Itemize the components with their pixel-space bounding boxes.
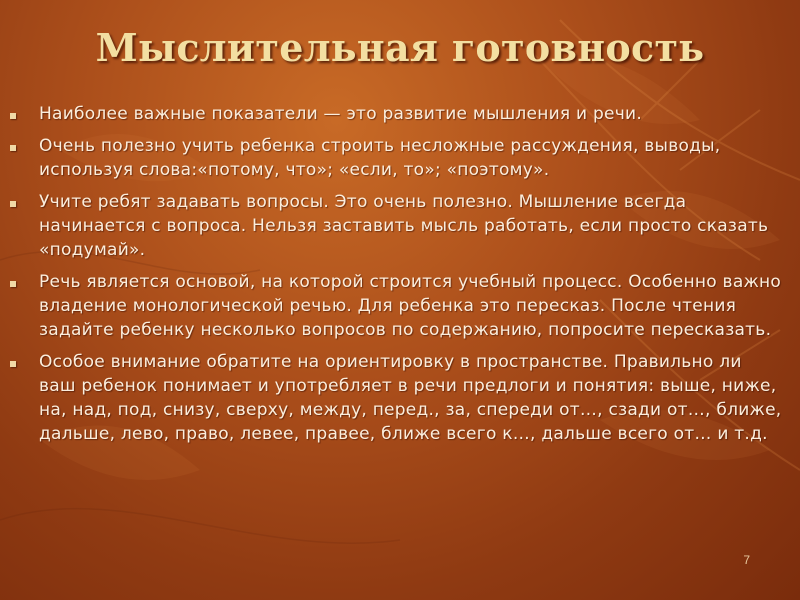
square-bullet-icon xyxy=(10,361,16,367)
bullet-text: Наиболее важные показатели — это развитие мышления и речи. xyxy=(39,104,643,124)
bullet-text: Очень полезно учить ребенка строить несложные рассуждения, выводы, используя слова:«потому, что»; «если, то»; «поэтому». xyxy=(39,136,721,180)
bullet-text: Особое внимание обратите на ориентировку в пространстве. Правильно ли ваш ребенок понимает и употребляет в речи предлоги и понятия: выше, ниже, на, над, под, снизу, сверху, между, перед., за, спереди от…, сзади от…, ближе, дальше, лево, право, левее, правее, ближе всего к…, дальше всего от… и т.д. xyxy=(39,352,782,444)
bullet-item xyxy=(10,190,782,262)
bullet-text: Речь является основой, на которой строится учебный процесс. Особенно важно владение монологической речью. Для ребенка это пересказ. После чтения задайте ребенку несколько вопросов по содержанию, попросите пересказать. xyxy=(39,272,782,340)
bullet-item xyxy=(10,270,782,342)
square-bullet-icon xyxy=(10,145,16,151)
square-bullet-icon xyxy=(10,281,16,287)
square-bullet-icon xyxy=(10,201,16,207)
bullet-item xyxy=(10,350,782,446)
bullet-text: Учите ребят задавать вопросы. Это очень полезно. Мышление всегда начинается с вопроса. Нельзя заставить мысль работать, если просто сказать «подумай». xyxy=(39,192,769,260)
bullet-item xyxy=(10,134,782,182)
slide-title: Мыслительная готовность xyxy=(95,25,705,70)
bullet-list xyxy=(10,102,782,454)
page-number: 7 xyxy=(743,553,750,567)
bullet-item xyxy=(10,102,782,126)
square-bullet-icon xyxy=(10,113,16,119)
